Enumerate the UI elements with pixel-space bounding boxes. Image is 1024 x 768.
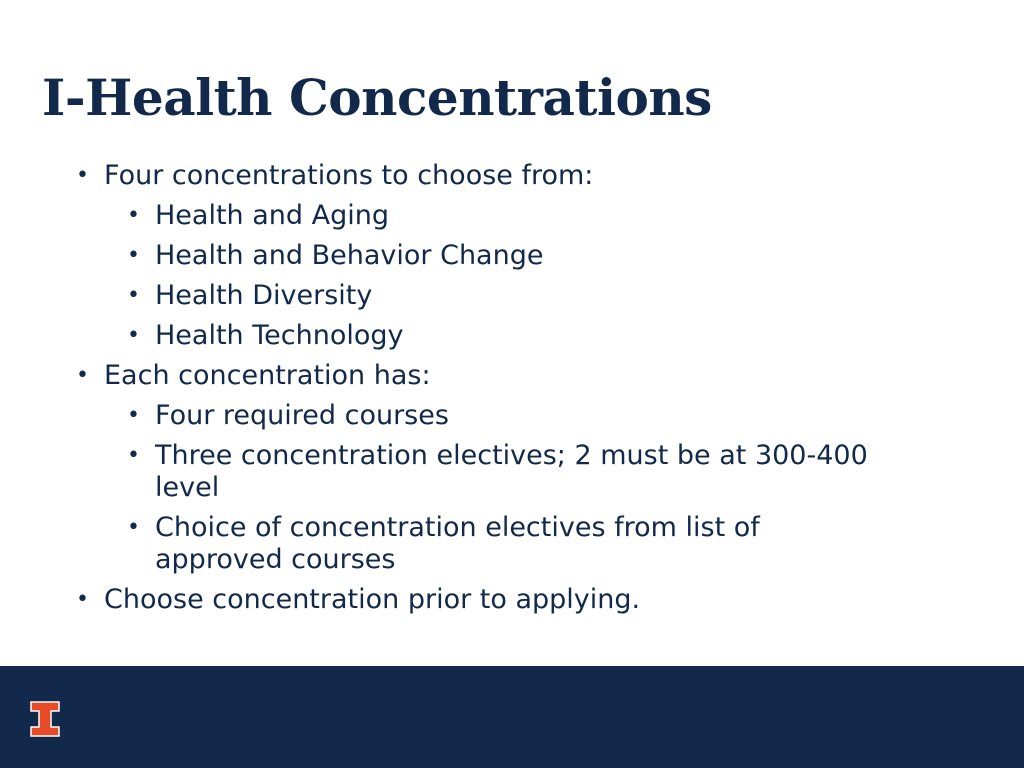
bullet-dot-icon: •	[127, 203, 140, 228]
bullet-dot-icon: •	[127, 283, 140, 308]
bullet-text: Four required courses	[155, 400, 449, 431]
bullet-dot-icon: •	[76, 587, 89, 612]
bullet-text: Health Technology	[155, 320, 404, 351]
sub-bullet-item	[127, 200, 895, 232]
slide-title: I-Health Concentrations	[42, 68, 712, 127]
bullet-text: Health Diversity	[155, 280, 373, 311]
bullet-text: Choice of concentration electives from list of approved courses	[155, 512, 760, 575]
bullet-dot-icon: •	[127, 323, 140, 348]
bullet-dot-icon: •	[127, 403, 140, 428]
bullet-text: Three concentration electives; 2 must be at 300-400 level	[155, 440, 868, 503]
bullet-dot-icon: •	[127, 243, 140, 268]
sub-bullet-item	[127, 512, 895, 576]
bullet-item	[76, 584, 864, 616]
block-i-logo-shape	[31, 702, 59, 736]
bullet-text: Health and Behavior Change	[155, 240, 544, 271]
bullet-text: Each concentration has:	[104, 360, 431, 391]
footer-bar	[0, 666, 1024, 768]
bullet-item	[76, 360, 864, 392]
bullet-list	[0, 160, 1024, 624]
sub-bullet-item	[127, 440, 895, 504]
sub-bullet-item	[127, 280, 895, 312]
bullet-text: Four concentrations to choose from:	[104, 160, 594, 191]
bullet-text: Health and Aging	[155, 200, 389, 231]
sub-bullet-item	[127, 400, 895, 432]
sub-bullet-item	[127, 240, 895, 272]
bullet-dot-icon: •	[127, 443, 140, 468]
bullet-text: Choose concentration prior to applying.	[104, 584, 641, 615]
bullet-dot-icon: •	[76, 163, 89, 188]
bullet-dot-icon: •	[76, 363, 89, 388]
block-i-logo-icon	[30, 701, 60, 737]
bullet-dot-icon: •	[127, 515, 140, 540]
sub-bullet-item	[127, 320, 895, 352]
bullet-item	[76, 160, 864, 192]
